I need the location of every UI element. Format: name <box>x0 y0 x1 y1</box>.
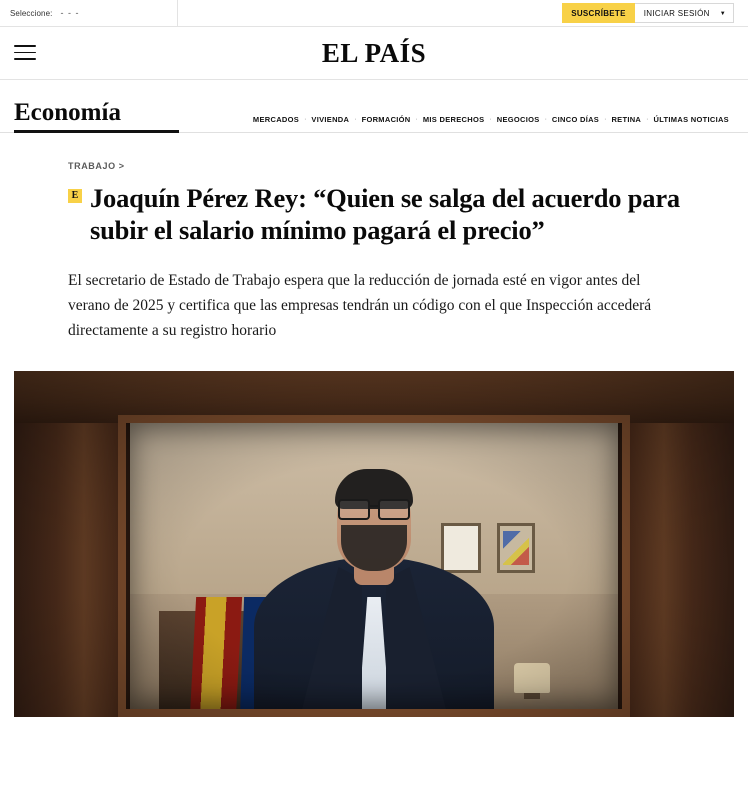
article-headline[interactable]: Joaquín Pérez Rey: “Quien se salga del acuerdo para subir el salario mínimo pagará el precio” <box>90 183 680 245</box>
page-title[interactable]: Economía <box>14 100 179 133</box>
region-selector-value: - - - <box>60 8 80 18</box>
article-header <box>0 133 748 343</box>
nav-separator: · <box>489 116 492 123</box>
nav-separator: · <box>646 116 649 123</box>
chevron-down-icon: ▼ <box>719 10 726 17</box>
login-button[interactable] <box>635 3 734 23</box>
article-lead-image <box>14 371 734 717</box>
section-nav-item-ultimas-noticias[interactable]: ÚLTIMAS NOTICIAS <box>653 115 729 124</box>
hamburger-menu-icon[interactable] <box>14 45 36 60</box>
exclusive-badge: E <box>68 189 82 203</box>
article-standfirst: El secretario de Estado de Trabajo espera que la reducción de jornada esté en vigor antes del verano de 2025 y certifica que las empresas tendrán un código con el que Inspección accederá directamente a su registro horario <box>68 272 652 339</box>
photo-door-inner-edge <box>118 415 630 717</box>
section-header <box>0 80 748 132</box>
site-logo[interactable]: EL PAÍS <box>321 37 427 68</box>
headline-row <box>68 182 680 246</box>
section-nav-item-mercados[interactable]: MERCADOS <box>252 115 300 124</box>
region-selector-label: Seleccione: <box>10 8 53 18</box>
article-kicker[interactable]: TRABAJO > <box>68 161 125 171</box>
nav-separator: · <box>415 116 418 123</box>
section-nav <box>248 115 734 124</box>
region-selector[interactable] <box>0 0 178 26</box>
section-nav-item-retina[interactable]: RETINA <box>611 115 642 124</box>
section-nav-item-formacion[interactable]: FORMACIÓN <box>361 115 411 124</box>
section-nav-item-vivienda[interactable]: VIVIENDA <box>311 115 350 124</box>
section-nav-item-mis-derechos[interactable]: MIS DERECHOS <box>422 115 485 124</box>
nav-separator: · <box>544 116 547 123</box>
subscribe-button[interactable]: SUSCRÍBETE <box>562 3 635 23</box>
top-utility-bar <box>0 0 748 27</box>
nav-separator: · <box>354 116 357 123</box>
nav-separator: · <box>604 116 607 123</box>
section-nav-item-cinco-dias[interactable]: CINCO DÍAS <box>551 115 600 124</box>
section-nav-item-negocios[interactable]: NEGOCIOS <box>496 115 540 124</box>
masthead <box>0 27 748 80</box>
login-button-label: INICIAR SESIÓN <box>643 9 710 18</box>
top-account-actions <box>562 3 734 23</box>
photo-doorframe <box>14 371 734 717</box>
nav-separator: · <box>304 116 307 123</box>
